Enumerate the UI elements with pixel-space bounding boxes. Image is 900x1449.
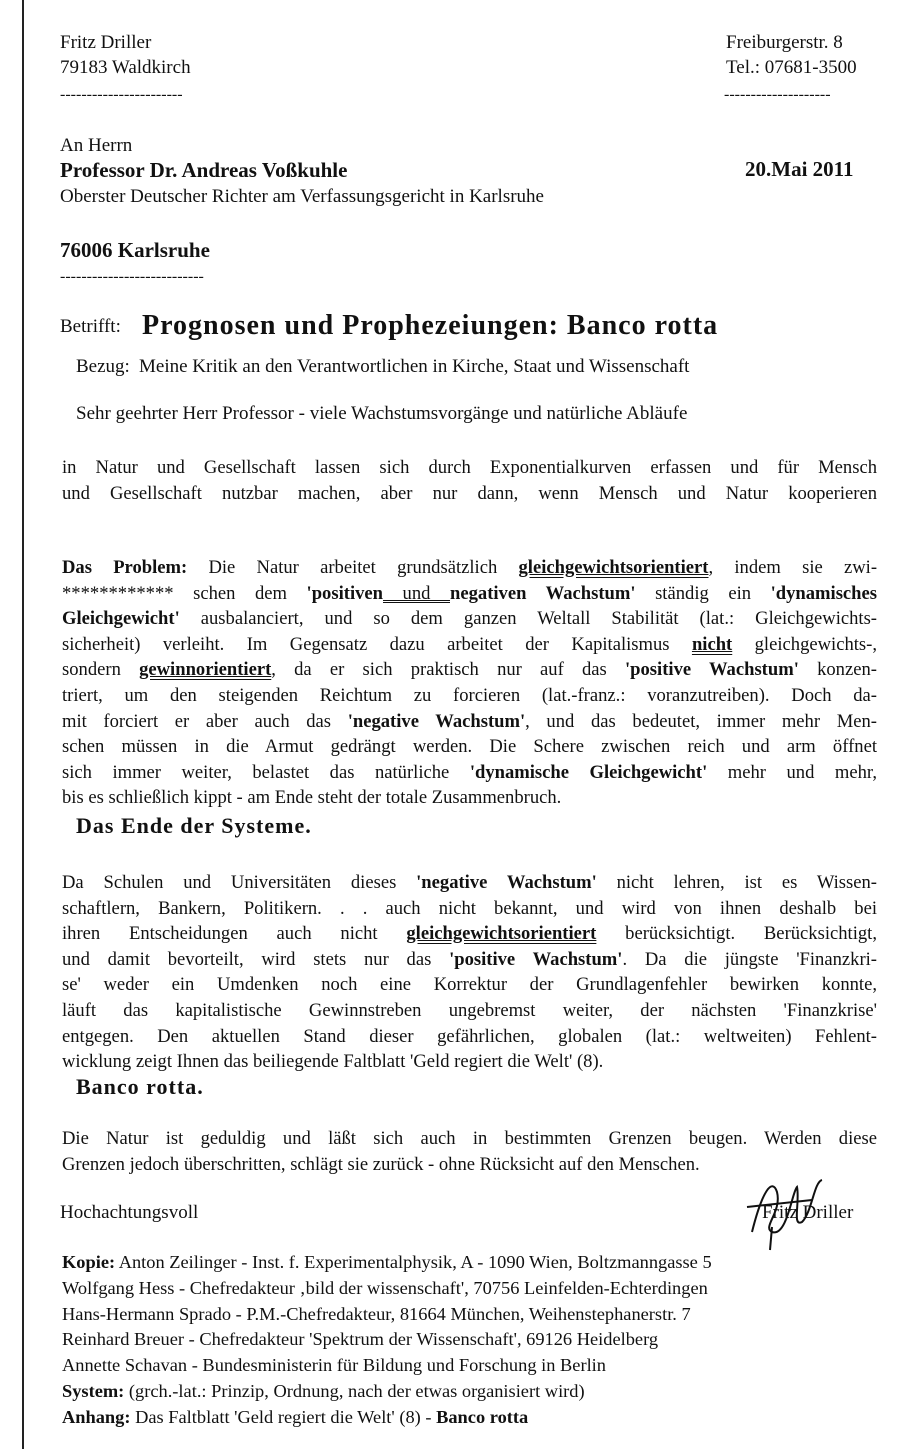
paragraph-problem bbox=[62, 555, 877, 811]
divider: --------------------------- bbox=[60, 268, 204, 285]
subject-title: Prognosen und Prophezeiungen: Banco rotta bbox=[142, 310, 719, 341]
text-line: mit forciert er aber auch das 'negative Wachstum', und das bedeutet, immer mehr Men- bbox=[62, 710, 877, 732]
text-line: und damit bevorteilt, wird stets nur das 'positive Wachstum'. Da die jüngste 'Finanzkri- bbox=[62, 948, 878, 970]
paragraph-intro bbox=[62, 455, 877, 506]
text-line: schen müssen in die Armut gedrängt werden. Die Schere zwischen reich und arm öffnet bbox=[62, 736, 877, 758]
text-line: bis es schließlich kippt - am Ende steht der totale Zusammenbruch. bbox=[62, 787, 562, 809]
sender-city: 79183 Waldkirch bbox=[60, 57, 191, 78]
text-line: Da Schulen und Universitäten dieses 'negative Wachstum' nicht lehren, ist es Wissen- bbox=[62, 872, 877, 893]
copy-line: Wolfgang Hess - Chefredakteur ‚bild der wissenschaft', 70756 Leinfelden-Echterdingen bbox=[62, 1277, 708, 1298]
copy-line: Hans-Hermann Sprado - P.M.-Chefredakteur, 81664 München, Weihenstephanerstr. 7 bbox=[62, 1303, 691, 1324]
reference-text: Meine Kritik an den Verantwortlichen in Kirche, Staat und Wissenschaft bbox=[139, 356, 690, 377]
text-line: Das Problem: Die Natur arbeitet grundsätzlich gleichgewichtsorientiert, indem sie zwi- bbox=[62, 557, 878, 578]
sender-phone: Tel.: 07681-3500 bbox=[726, 57, 857, 78]
text-line: Die Natur ist geduldig und läßt sich auch in bestimmten Grenzen beugen. Werden diese bbox=[62, 1128, 877, 1149]
text-line: sich immer weiter, belastet das natürliche 'dynamische Gleichgewicht' mehr und mehr, bbox=[62, 761, 877, 783]
closing: Hochachtungsvoll bbox=[60, 1202, 199, 1223]
text-line: entgegen. Den aktuellen Stand dieser gefährlichen, globalen (lat.: weltweiten) Fehlent- bbox=[62, 1025, 877, 1047]
scan-edge bbox=[22, 0, 24, 1449]
sender-name: Fritz Driller bbox=[60, 32, 152, 53]
copy-line: Reinhard Breuer - Chefredakteur 'Spektrum der Wissenschaft', 69126 Heidelberg bbox=[62, 1329, 659, 1350]
attachment-line: Anhang: Das Faltblatt 'Geld regiert die Welt' (8) - Banco rotta bbox=[62, 1406, 529, 1427]
text-line: ************ schen dem 'positiven und negativen Wachstum' ständig ein 'dynamisches bbox=[62, 582, 878, 604]
subject-label: Betrifft: bbox=[60, 316, 121, 337]
divider: ----------------------- bbox=[60, 86, 183, 103]
text-line: ihren Entscheidungen auch nicht gleichgewichtsorientiert berücksichtigt. Berücksichtigt, bbox=[62, 923, 877, 945]
text-line: in Natur und Gesellschaft lassen sich durch Exponentialkurven erfassen und für Mensch bbox=[62, 457, 877, 478]
recipient-postal: 76006 Karlsruhe bbox=[60, 238, 210, 262]
divider: -------------------- bbox=[724, 86, 831, 103]
text-line: sondern gewinnorientiert, da er sich praktisch nur auf das 'positive Wachstum' konzen- bbox=[62, 659, 877, 681]
text-line: triert, um den steigenden Reichtum zu forcieren (lat.-franz.: voranzutreiben). Doch da- bbox=[62, 684, 877, 706]
recipient-salutation: An Herrn bbox=[60, 135, 133, 156]
recipient-name: Professor Dr. Andreas Voßkuhle bbox=[60, 158, 348, 182]
text-line: und Gesellschaft nutzbar machen, aber nur dann, wenn Mensch und Natur kooperieren bbox=[62, 482, 877, 504]
copy-line: Kopie: Anton Zeilinger - Inst. f. Experimentalphysik, A - 1090 Wien, Boltzmanngasse 5 bbox=[62, 1252, 712, 1272]
reference-label: Bezug: bbox=[76, 356, 130, 377]
greeting-line: Sehr geehrter Herr Professor - viele Wachstumsvorgänge und natürliche Abläufe bbox=[76, 403, 688, 424]
sender-street: Freiburgerstr. 8 bbox=[726, 32, 843, 53]
system-line: System: (grch.-lat.: Prinzip, Ordnung, nach der etwas organisiert wird) bbox=[62, 1380, 585, 1401]
copies-block bbox=[62, 1250, 877, 1431]
text-line: läuft das kapitalistische Gewinnstreben ungebremst weiter, der nächsten 'Finanzkrise' bbox=[62, 999, 877, 1021]
text-line: schaftlern, Bankern, Politikern. . . auch nicht bekannt, und wird von ihnen deshalb bei bbox=[62, 897, 877, 919]
text-line: Gleichgewicht' ausbalanciert, und so dem ganzen Weltall Stabilität (lat.: Gleichgewichts- bbox=[62, 608, 877, 630]
handwritten-signature bbox=[742, 1172, 832, 1252]
text-line: sicherheit) verleiht. Im Gegensatz dazu arbeitet der Kapitalismus nicht gleichgewichts-, bbox=[62, 633, 878, 655]
text-line: Grenzen jedoch überschritten, schlägt sie zurück - ohne Rücksicht auf den Menschen. bbox=[62, 1153, 700, 1175]
text-line: se' weder ein Umdenken noch eine Korrektur der Grundlagenfehler bewirken konnte, bbox=[62, 974, 877, 996]
recipient-title: Oberster Deutscher Richter am Verfassungsgericht in Karlsruhe bbox=[60, 186, 544, 207]
paragraph-schools bbox=[62, 870, 877, 1075]
paragraph-nature bbox=[62, 1126, 877, 1177]
heading-end-of-systems: Das Ende der Systeme. bbox=[76, 813, 312, 838]
text-line: wicklung zeigt Ihnen das beiliegende Faltblatt 'Geld regiert die Welt' (8). bbox=[62, 1051, 604, 1073]
letter-date: 20.Mai 2011 bbox=[745, 157, 854, 181]
signature-name: Fritz Driller bbox=[762, 1202, 854, 1223]
heading-banco-rotta: Banco rotta. bbox=[76, 1074, 204, 1099]
copy-line: Annette Schavan - Bundesministerin für Bildung und Forschung in Berlin bbox=[62, 1355, 606, 1376]
